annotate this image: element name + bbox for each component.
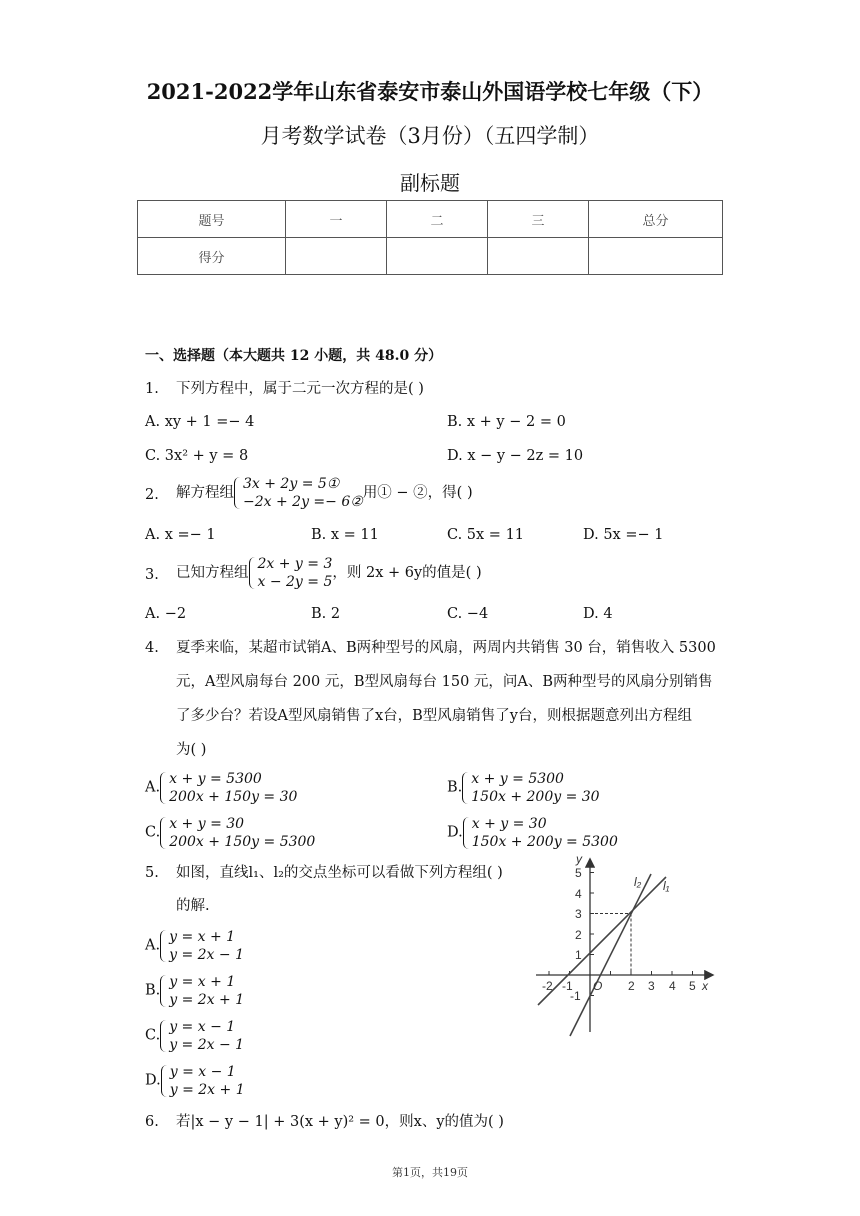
- y-tick-label: 2: [575, 928, 582, 942]
- score-cell: [286, 238, 387, 275]
- subtitle: 副标题: [400, 171, 460, 195]
- x-tick-label: 2: [628, 979, 635, 993]
- y-tick-label: 1: [575, 948, 582, 962]
- score-header-cell: 总分: [589, 201, 723, 238]
- score-header-cell: 题号: [138, 201, 286, 238]
- option-c: C. 5x = 11: [447, 527, 525, 543]
- option-b: B. x = 11: [311, 527, 379, 543]
- x-tick-label: 5: [689, 979, 696, 993]
- option-c: C. y = x − 1 y = 2x − 1: [145, 1019, 245, 1053]
- y-tick-label: 4: [575, 887, 582, 901]
- score-table: [137, 200, 723, 275]
- equation-system: [249, 555, 333, 591]
- x-tick-label: -1: [562, 979, 573, 993]
- score-table-header-row: [138, 201, 723, 238]
- option-a: A. y = x + 1 y = 2x − 1: [145, 929, 244, 963]
- question-line: 如图，直线l₁、l₂的交点坐标可以看做下列方程组( ): [176, 865, 503, 881]
- question-pre: 解方程组: [176, 485, 234, 501]
- y-tick-label: 5: [575, 866, 582, 880]
- page-footer: 第1页，共19页: [392, 1166, 468, 1179]
- option-d: D. x − y − 2z = 10: [447, 448, 584, 464]
- question-number: 4.: [145, 640, 159, 656]
- y-axis-label: y: [576, 852, 582, 866]
- option-c: C. 3x² + y = 8: [145, 448, 249, 464]
- option-b: B. x + y = 5300 150x + 200y = 30: [447, 771, 600, 805]
- option-a: A. x =− 1: [145, 527, 216, 543]
- option-a: A. −2: [145, 606, 187, 622]
- question-number: 6.: [145, 1114, 159, 1130]
- equation-line: 2x + y = 3: [257, 556, 333, 572]
- question-number: 3.: [145, 567, 159, 583]
- option-c: C. x + y = 30 200x + 150y = 5300: [145, 816, 316, 850]
- question-line: 夏季来临，某超市试销A、B两种型号的风扇，两周内共销售 30 台，销售收入 5300: [176, 640, 716, 656]
- equation-system: [234, 475, 363, 511]
- question-line: 为( ): [176, 742, 207, 758]
- question-text: 下列方程中，属于二元一次方程的是( ): [176, 381, 424, 397]
- x-tick-label: 4: [669, 979, 676, 993]
- x-tick-label: 3: [648, 979, 655, 993]
- option-d: D. 5x =− 1: [583, 527, 664, 543]
- question-pre: 已知方程组: [176, 565, 249, 581]
- option-b: B. y = x + 1 y = 2x + 1: [145, 974, 245, 1008]
- question-post: 用① − ②，得( ): [362, 485, 473, 501]
- question-number: 2.: [145, 487, 159, 503]
- equation-line: x − 2y = 5: [257, 574, 333, 590]
- option-d: D. x + y = 30 150x + 200y = 5300: [447, 816, 618, 850]
- score-header-cell: 一: [286, 201, 387, 238]
- y-tick-label: 3: [575, 907, 582, 921]
- option-b: B. x + y − 2 = 0: [447, 414, 566, 430]
- line-l2-label: l₂: [634, 875, 642, 889]
- option-d: D. 4: [583, 606, 613, 622]
- score-header-cell: 二: [387, 201, 488, 238]
- origin-label: O: [593, 979, 603, 993]
- score-table-row: [138, 238, 723, 275]
- question-number: 5.: [145, 865, 159, 881]
- x-tick-label: -2: [542, 979, 553, 993]
- y-tick-label: -1: [570, 989, 581, 1003]
- equation-line: 3x + 2y = 5①: [243, 476, 340, 492]
- x-axis-label: x: [702, 979, 708, 993]
- option-c: C. −4: [447, 606, 489, 622]
- option-a: A. xy + 1 =− 4: [145, 414, 255, 430]
- score-cell: [488, 238, 589, 275]
- question-post: ，则 2x + 6y的值是( ): [332, 565, 482, 581]
- question-line: 元，A型风扇每台 200 元，B型风扇每台 150 元，问A、B两种型号的风扇分别销售: [176, 674, 713, 690]
- title-line-2: 月考数学试卷（3月份）（五四学制）: [260, 124, 600, 148]
- score-cell: [589, 238, 723, 275]
- score-cell: [387, 238, 488, 275]
- score-header-cell: 三: [488, 201, 589, 238]
- question-text: 若|x − y − 1| + 3(x + y)² = 0，则x、y的值为( ): [176, 1114, 504, 1130]
- question-line: 的解.: [176, 898, 210, 914]
- line-l1-label: l₁: [663, 879, 670, 893]
- question-text: [176, 555, 482, 591]
- line-l2: [570, 874, 651, 1036]
- option-b: B. 2: [311, 606, 341, 622]
- question-text: [176, 475, 473, 511]
- question-number: 1.: [145, 381, 159, 397]
- option-d: D. y = x − 1 y = 2x + 1: [145, 1064, 245, 1098]
- question-line: 了多少台？若设A型风扇销售了x台，B型风扇销售了y台，则根据题意列出方程组: [176, 708, 692, 724]
- title-line-1: 2021-2022学年山东省泰安市泰山外国语学校七年级（下）: [146, 79, 714, 104]
- score-row-label: 得分: [138, 238, 286, 275]
- equation-line: −2x + 2y =− 6②: [243, 494, 363, 510]
- section-title: 一、选择题（本大题共 12 小题，共 48.0 分）: [145, 348, 443, 364]
- option-a: A. x + y = 5300 200x + 150y = 30: [145, 771, 298, 805]
- coordinate-graph: [530, 850, 720, 1040]
